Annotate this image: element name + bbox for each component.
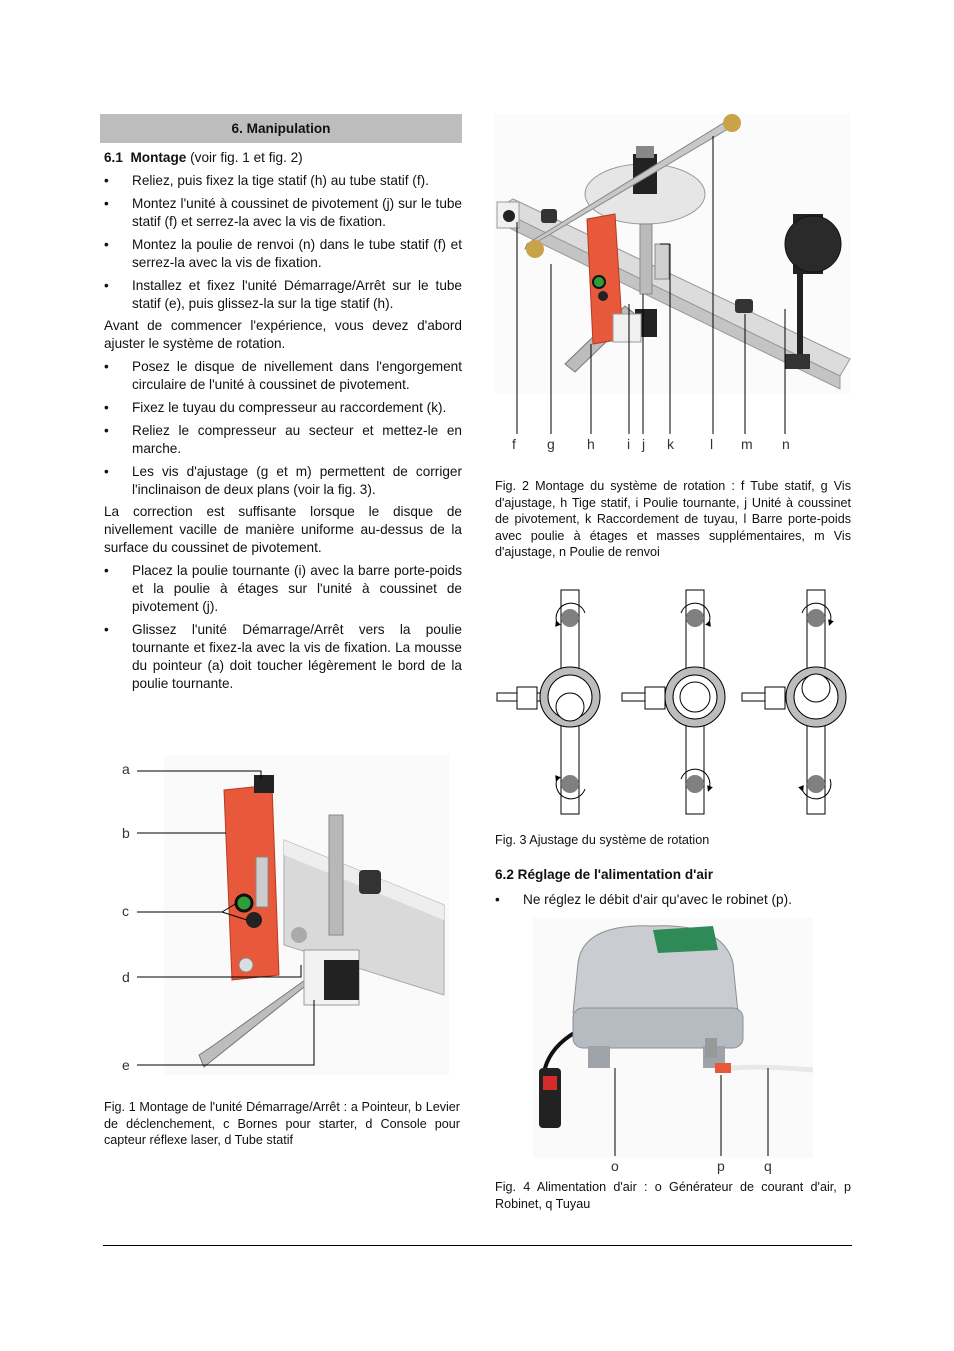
subsection-number: 6.1 bbox=[104, 150, 123, 165]
fig2-label-n: n bbox=[782, 436, 790, 452]
fig2-label-i: i bbox=[627, 436, 631, 452]
figure-2-caption: Fig. 2 Montage du système de rotation : f Tube statif, g Vis d'ajustage, h Tige statif, i Poulie tournante, j Unité à coussinet de pivotement, k Raccordement de tuyau, l Barre porte-poids avec poulie à étages et masses supplémentaires, m Vis d'ajustage, n Poulie de renvoi bbox=[495, 479, 851, 559]
air-bullet-list bbox=[495, 886, 851, 909]
figure-3-caption: Fig. 3 Ajustage du système de rotation bbox=[495, 833, 710, 847]
subsection-air-title: 6.2 Réglage de l'alimentation d'air bbox=[495, 867, 713, 882]
list-item: • Ne réglez le débit d'air qu'avec le robinet (p). bbox=[495, 891, 851, 909]
figure-3 bbox=[495, 585, 851, 815]
footer-rule bbox=[103, 1245, 852, 1246]
list-item: • Installez et fixez l'unité Démarrage/Arrêt sur le tube statif (e), puis glissez-la sur la tige statif (h). bbox=[104, 277, 462, 313]
list-item: • Montez l'unité à coussinet de pivotement (j) sur le tube statif (f) et serrez-la avec la vis de fixation. bbox=[104, 195, 462, 231]
list-item: • Reliez le compresseur au secteur et mettez-le en marche. bbox=[104, 422, 462, 458]
adjust-diagram-2 bbox=[622, 590, 725, 814]
subsection-heading bbox=[104, 149, 462, 167]
list-item: • Reliez, puis fixez la tige statif (h) au tube statif (f). bbox=[104, 172, 462, 190]
paragraph: Avant de commencer l'expérience, vous devez d'abord ajuster le système de rotation. bbox=[104, 318, 462, 351]
fig2-label-j: j bbox=[642, 436, 646, 452]
fig1-label-d: d bbox=[122, 969, 130, 985]
fig1-label-c: c bbox=[122, 903, 129, 919]
adjust-diagram-3 bbox=[742, 590, 846, 814]
bullet-list-2 bbox=[104, 358, 462, 499]
figure-1 bbox=[104, 755, 449, 1075]
list-item: • Montez la poulie de renvoi (n) dans le tube statif (f) et serrez-la avec la vis de fixation. bbox=[104, 236, 462, 272]
left-column bbox=[104, 114, 462, 693]
fig2-label-m: m bbox=[741, 436, 753, 452]
figure-2-illustration bbox=[495, 114, 851, 454]
list-item: • Glissez l'unité Démarrage/Arrêt vers la poulie tournante et fixez-la avec la vis de fixation. La mousse du pointeur (a) doit toucher légèrement le bord de la poulie tournante. bbox=[104, 621, 462, 693]
paragraph: La correction est suffisante lorsque le disque de nivellement vacille de manière uniforme au-dessus de la surface du coussinet de pivotement. bbox=[104, 504, 462, 555]
list-item: • Posez le disque de nivellement dans l'engorgement circulaire de l'unité à coussinet de pivotement. bbox=[104, 358, 462, 394]
list-item: • Les vis d'ajustage (g et m) permettent de corriger l'inclinaison de deux plans (voir la fig. 3). bbox=[104, 463, 462, 499]
fig2-label-g: g bbox=[547, 436, 555, 452]
section-title: 6. Manipulation bbox=[100, 114, 462, 143]
fig2-label-h: h bbox=[587, 436, 595, 452]
figure-4-illustration bbox=[533, 918, 813, 1163]
fig4-label-p: p bbox=[717, 1158, 725, 1174]
fig1-label-b: b bbox=[122, 825, 130, 841]
list-item: • Fixez le tuyau du compresseur au raccordement (k). bbox=[104, 399, 462, 417]
adjust-diagram-1 bbox=[497, 590, 600, 814]
figure-3-diagram bbox=[495, 585, 851, 815]
fig4-label-q: q bbox=[764, 1158, 772, 1174]
list-item: • Placez la poulie tournante (i) avec la barre porte-poids et la poulie à étages sur l'unité à coussinet de pivotement (j). bbox=[104, 562, 462, 616]
figure-2 bbox=[495, 114, 851, 454]
figure-4-caption: Fig. 4 Alimentation d'air : o Générateur de courant d'air, p Robinet, q Tuyau bbox=[495, 1180, 851, 1211]
fig2-label-l: l bbox=[710, 436, 714, 452]
figure-1-caption: Fig. 1 Montage de l'unité Démarrage/Arrêt : a Pointeur, b Levier de déclenchement, c Bornes pour starter, d Console pour capteur réflexe laser, d Tube statif bbox=[104, 1100, 460, 1147]
subsection-ref: (voir fig. 1 et fig. 2) bbox=[190, 150, 303, 165]
fig2-label-f: f bbox=[512, 436, 516, 452]
subsection-title: Montage bbox=[130, 150, 187, 165]
fig4-label-o: o bbox=[611, 1158, 619, 1174]
fig2-label-k: k bbox=[667, 436, 674, 452]
fig1-label-a: a bbox=[122, 761, 130, 777]
fig1-label-e: e bbox=[122, 1057, 130, 1073]
figure-1-illustration bbox=[104, 755, 449, 1075]
figure-4 bbox=[533, 918, 813, 1178]
bullet-list-1 bbox=[104, 172, 462, 313]
bullet-list-3 bbox=[104, 562, 462, 693]
